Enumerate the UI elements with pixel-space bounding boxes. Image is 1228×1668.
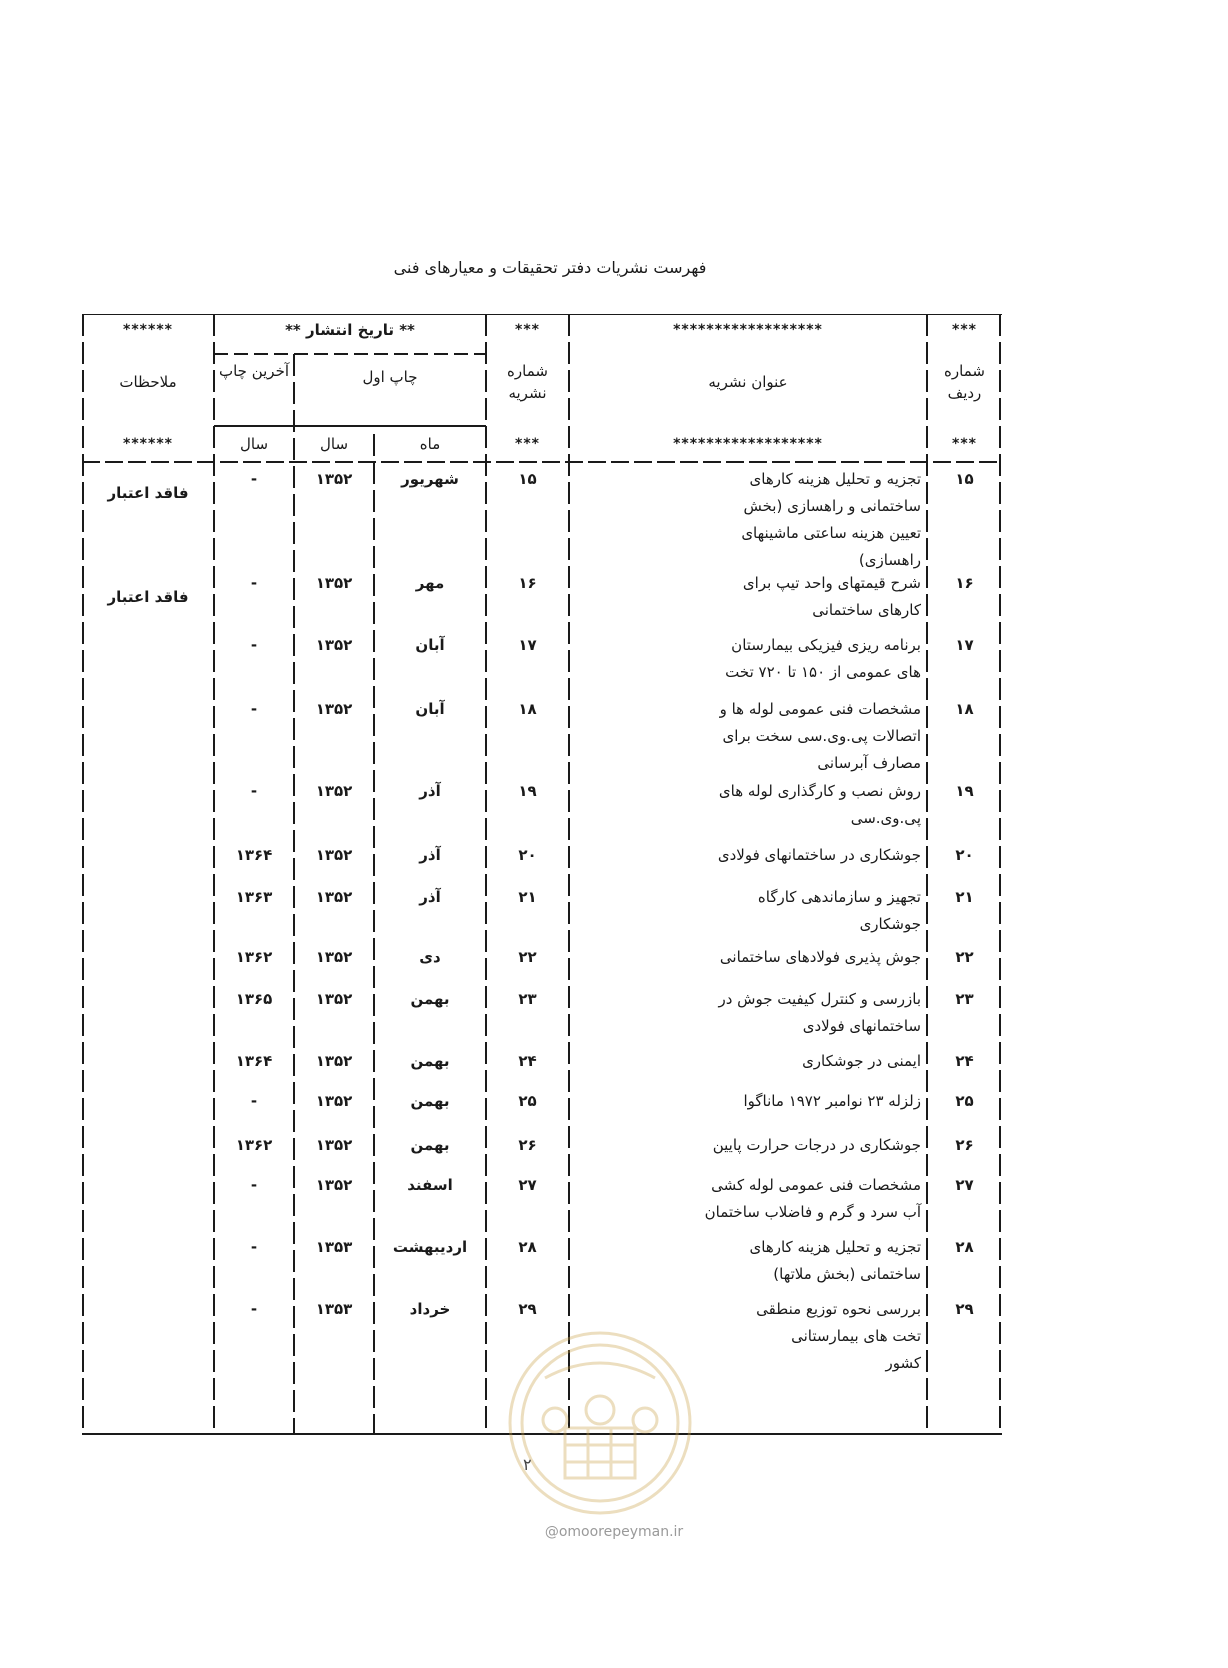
publication-title-line: تجهیز و سازماندهی کارگاه [757,888,921,906]
header-row-number: شماره ردیف [944,362,985,402]
print-month: دی [419,948,441,966]
last-print-year: ۱۳۶۲ [235,948,273,966]
last-print-year: ۱۳۶۴ [235,1052,273,1070]
publication-title-line: مصارف آبرسانی [817,754,921,772]
publication-number: ۲۵ [518,1092,537,1110]
publication-title-line: ساختمانی (بخش ملاتها) [773,1265,921,1283]
row-number: ۲۳ [955,990,974,1008]
row-number: ۱۹ [955,782,974,800]
row-number: ۱۸ [955,700,974,718]
header-month: ماه [419,435,441,453]
publication-title-line: پی.وی.سی [850,809,921,827]
header-publication-number: شماره نشریه [507,362,548,402]
publication-number: ۲۱ [518,888,537,906]
print-year: ۱۳۵۲ [315,1176,353,1194]
print-month: بهمن [410,990,450,1008]
publication-number: ۲۶ [518,1136,537,1154]
print-month: بهمن [410,1136,450,1154]
notes-text: فاقد اعتبار [107,588,189,606]
print-year: ۱۳۵۲ [315,574,353,592]
publication-title-line: کارهای ساختمانی [812,601,921,619]
publication-title-line: برنامه ریزی فیزیکی بیمارستان [731,636,921,654]
header-notes: ملاحظات [119,373,177,391]
header-stars-notes-2: ****** [123,436,173,452]
header-stars-row-no: *** [952,322,977,338]
page-number: ۲ [523,1455,532,1474]
print-month: آبان [415,636,445,654]
header-stars-pub-no-2: *** [515,436,540,452]
print-month: آبان [415,700,445,718]
last-print-year: - [250,1176,258,1194]
publication-title-line: جوش پذیری فولادهای ساختمانی [719,948,921,966]
last-print-year: - [250,1092,258,1110]
publication-number: ۲۷ [518,1176,537,1194]
notes-text: فاقد اعتبار [107,484,189,502]
publication-title-line: مشخصات فنی عمومی لوله ها و [719,700,921,718]
publication-title-line: تخت های بیمارستانی [791,1327,921,1345]
publication-title-line: ساختمانهای فولادی [802,1017,921,1035]
publication-number: ۱۶ [518,574,537,592]
row-number: ۲۱ [955,888,974,906]
publication-title-line: اتصالات پی.وی.سی سخت برای [722,727,921,745]
publication-title-line: مشخصات فنی عمومی لوله کشی [711,1176,921,1194]
publication-number: ۱۷ [518,636,537,654]
last-print-year: - [250,574,258,592]
print-year: ۱۳۵۲ [315,1092,353,1110]
header-year-first: سال [319,435,349,453]
row-number: ۲۶ [955,1136,974,1154]
row-number: ۲۴ [955,1052,974,1070]
print-month: خرداد [409,1300,451,1318]
publication-title-line: ساختمانی و راهسازی (بخش [743,497,921,515]
publication-title-line: روش نصب و کارگذاری لوله های [718,782,921,800]
print-year: ۱۳۵۲ [315,700,353,718]
publication-number: ۲۸ [518,1238,537,1256]
publication-title-line: کشور [885,1354,921,1372]
header-first-print: چاپ اول [362,368,418,386]
publication-title-line: تجزیه و تحلیل هزینه کارهای [749,470,921,488]
print-year: ۱۳۵۳ [315,1238,353,1256]
row-number: ۲۵ [955,1092,974,1110]
publication-number: ۲۰ [518,846,537,864]
last-print-year: - [250,470,258,488]
print-month: آذر [419,888,441,906]
print-month: شهریور [401,470,459,488]
print-year: ۱۳۵۲ [315,846,353,864]
publication-title-line: آب سرد و گرم و فاضلاب ساختمان [704,1203,921,1221]
print-month: بهمن [410,1092,450,1110]
header-date-group: ** تاریخ انتشار ** [285,321,415,339]
publication-number: ۲۹ [518,1300,537,1318]
publication-number: ۱۸ [518,700,537,718]
publication-title-line: جوشکاری [859,915,921,933]
print-year: ۱۳۵۲ [315,470,353,488]
last-print-year: ۱۳۶۵ [235,990,273,1008]
print-year: ۱۳۵۲ [315,636,353,654]
row-number: ۲۷ [955,1176,974,1194]
row-number: ۲۸ [955,1238,974,1256]
last-print-year: - [250,782,258,800]
print-year: ۱۳۵۲ [315,1052,353,1070]
print-year: ۱۳۵۲ [315,782,353,800]
publication-title-line: بررسی نحوه توزیع منطقی [756,1300,921,1318]
publication-title-line: ایمنی در جوشکاری [802,1052,921,1070]
header-stars-row-no-2: *** [952,436,977,452]
print-month: آذر [419,846,441,864]
last-print-year: ۱۳۶۴ [235,846,273,864]
publication-number: ۲۴ [518,1052,537,1070]
print-year: ۱۳۵۲ [315,948,353,966]
print-year: ۱۳۵۲ [315,888,353,906]
publication-number: ۱۵ [518,470,537,488]
print-month: بهمن [410,1052,450,1070]
print-month: آذر [419,782,441,800]
last-print-year: ۱۳۶۲ [235,1136,273,1154]
row-number: ۱۶ [955,574,974,592]
publication-number: ۲۲ [518,948,537,966]
watermark: @omoorepeyman.ir [544,1524,684,1540]
row-number: ۱۵ [955,470,974,488]
last-print-year: ۱۳۶۳ [235,888,273,906]
header-last-print: آخرین چاپ [218,362,290,380]
row-number: ۲۹ [955,1300,974,1318]
publication-title-line: تجزیه و تحلیل هزینه کارهای [749,1238,921,1256]
header-publication-title: عنوان نشریه [708,373,788,391]
last-print-year: - [250,700,258,718]
header-year-last: سال [239,435,269,453]
page-title: فهرست نشریات دفتر تحقیقات و معیارهای فنی [393,258,707,277]
publication-title-line: جوشکاری در ساختمانهای فولادی [717,846,921,864]
row-number: ۱۷ [955,636,974,654]
publications-table [82,314,1002,1436]
header-stars-pub-no: *** [515,322,540,338]
header-stars-notes: ****** [123,322,173,338]
last-print-year: - [250,1238,258,1256]
print-month: مهر [415,574,445,592]
stamp-seal [505,1328,695,1518]
print-year: ۱۳۵۳ [315,1300,353,1318]
header-stars-title: ****************** [673,322,823,338]
row-number: ۲۰ [955,846,974,864]
publication-title-line: بازرسی و کنترل کیفیت جوش در [718,990,921,1008]
publication-number: ۱۹ [518,782,537,800]
publication-title-line: تعیین هزینه ساعتی ماشینهای [741,524,921,542]
row-number: ۲۲ [955,948,974,966]
print-month: اردیبهشت [392,1238,468,1256]
print-year: ۱۳۵۲ [315,1136,353,1154]
print-month: اسفند [407,1176,453,1194]
publication-title-line: جوشکاری در درجات حرارت پایین [712,1136,921,1154]
header-stars-title-2: ****************** [673,436,823,452]
publication-title-line: شرح قیمتهای واحد تیپ برای [742,574,921,592]
publication-title-line: راهسازی) [858,551,921,569]
publication-number: ۲۳ [518,990,537,1008]
last-print-year: - [250,1300,258,1318]
print-year: ۱۳۵۲ [315,990,353,1008]
last-print-year: - [250,636,258,654]
publication-title-line: زلزله ۲۳ نوامبر ۱۹۷۲ ماناگوا [743,1092,921,1110]
publication-title-line: های عمومی از ۱۵۰ تا ۷۲۰ تخت [725,663,921,681]
